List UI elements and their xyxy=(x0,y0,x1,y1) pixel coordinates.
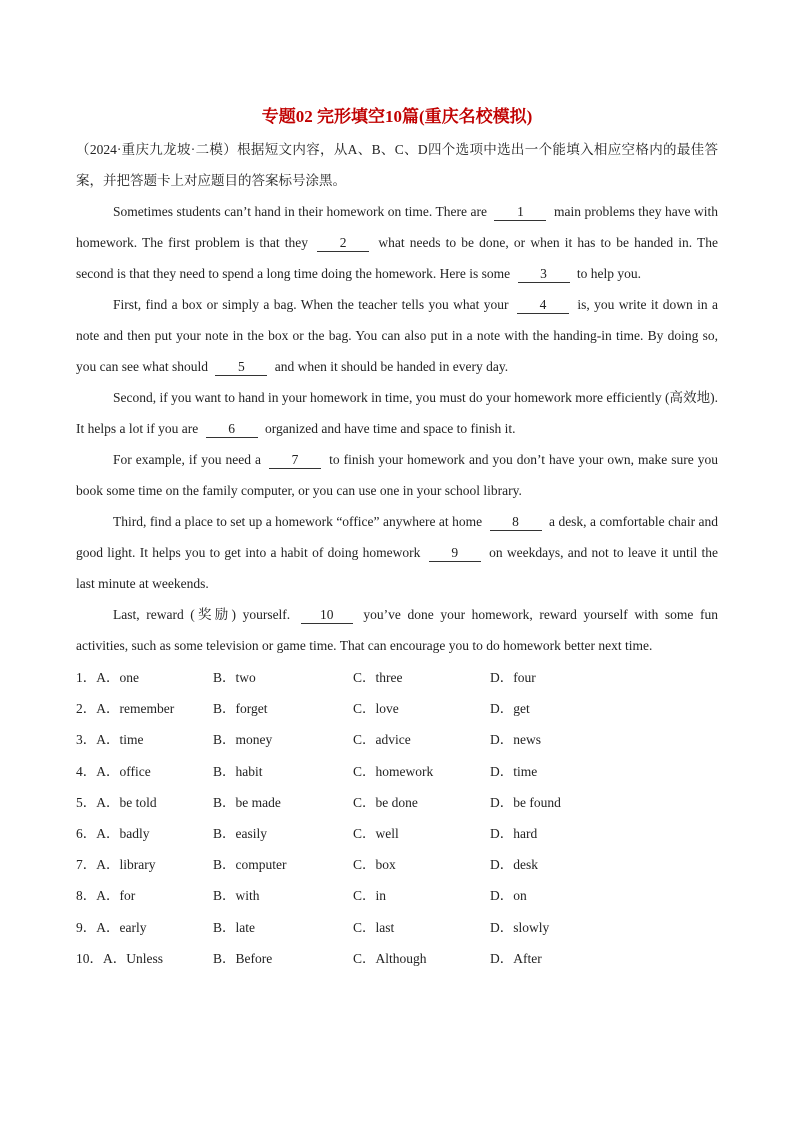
blank-6: 6 xyxy=(206,421,258,438)
option-a: 4．A．office xyxy=(76,763,151,779)
passage-text: is, you write it down in a note and then put your note in the box or the bag. You can also put in a note with the handing-in time. By doing so, you can see what should xyxy=(76,297,718,374)
blank-2: 2 xyxy=(317,235,369,252)
passage-paragraph-6 xyxy=(76,599,718,661)
passage-text: to help you. xyxy=(576,266,642,281)
passage-paragraph-4 xyxy=(76,444,718,506)
option-d: D．be found xyxy=(490,794,561,810)
option-c: C．love xyxy=(353,701,399,717)
passage-text: on weekdays, and not to leave it until the last minute at weekends. xyxy=(76,545,719,591)
passage-text: Second, if you want to hand in your homework in time, you must do your homework more efficiently (高效地). It helps a lot if you are xyxy=(76,390,718,436)
option-d: D．slowly xyxy=(490,919,550,935)
document-page xyxy=(76,104,718,974)
option-a: 9．A．early xyxy=(76,919,147,935)
passage-paragraph-2 xyxy=(76,289,718,382)
option-a: 5．A．be told xyxy=(76,794,157,810)
instructions: （2024·重庆九龙坡·二模）根据短文内容，从A、B、C、D四个选项中选出一个能填入相应空格内的最佳答案，并把答题卡上对应题目的答案标号涂黑。 xyxy=(76,142,718,188)
option-b: B．two xyxy=(213,670,256,685)
option-d: D．hard xyxy=(490,825,538,841)
blank-4: 4 xyxy=(517,297,569,314)
blank-9: 9 xyxy=(429,545,481,562)
option-b: B．habit xyxy=(213,763,263,779)
passage-text: to finish your homework and you don’t have your own, make sure you book some time on the family computer, or you can use one in your school library. xyxy=(76,452,719,498)
question-row-2 xyxy=(76,693,718,724)
option-a: 7．A．library xyxy=(76,857,156,873)
option-a: 6．A．badly xyxy=(76,825,150,841)
option-d: D．After xyxy=(490,950,542,966)
passage-text: organized and have time and space to finish it. xyxy=(264,421,516,436)
option-b: B．computer xyxy=(213,857,287,873)
blank-5: 5 xyxy=(215,359,267,376)
question-row-10 xyxy=(76,943,718,974)
passage-text: Sometimes students can’t hand in their homework on time. There are xyxy=(113,204,487,219)
passage-text: and when it should be handed in every day. xyxy=(274,359,509,374)
passage-text: Last, reward (奖励) yourself. xyxy=(113,607,291,622)
option-c: C．last xyxy=(353,919,395,935)
option-c: C．box xyxy=(353,857,396,873)
passage-paragraph-1 xyxy=(76,196,718,289)
option-b: B．Before xyxy=(213,950,273,966)
question-row-9 xyxy=(76,912,718,943)
passage-text: For example, if you need a xyxy=(113,452,261,467)
passage-text: main problems they have with homework. The first problem is that they xyxy=(76,204,718,250)
question-row-5 xyxy=(76,787,718,818)
passage-text: First, find a box or simply a bag. When the teacher tells you what your xyxy=(113,297,509,312)
option-c: C．Although xyxy=(353,950,427,966)
answer-options xyxy=(76,662,718,974)
question-row-3 xyxy=(76,724,718,755)
blank-10: 10 xyxy=(301,607,353,624)
option-b: B．easily xyxy=(213,825,267,841)
page-title: 专题02 完形填空10篇(重庆名校模拟) xyxy=(261,107,533,126)
question-row-4 xyxy=(76,756,718,787)
option-a: 3．A．time xyxy=(76,732,144,748)
option-b: B．late xyxy=(213,919,255,935)
option-c: C．advice xyxy=(353,732,411,748)
option-a: 8．A．for xyxy=(76,888,136,904)
option-a: 10．A．Unless xyxy=(76,950,163,966)
passage-paragraph-5 xyxy=(76,506,718,599)
option-b: B．money xyxy=(213,732,273,748)
blank-3: 3 xyxy=(518,266,570,283)
option-c: C．in xyxy=(353,888,387,904)
passage-text: Third, find a place to set up a homework “office” anywhere at home xyxy=(113,514,483,529)
option-c: C．well xyxy=(353,825,399,841)
option-a: 2．A．remember xyxy=(76,701,175,717)
option-d: D．four xyxy=(490,670,536,685)
passage-text: a desk, a comfortable chair and good light. It helps you to get into a habit of doing homework xyxy=(76,514,719,560)
question-row-8 xyxy=(76,880,718,911)
option-b: B．forget xyxy=(213,701,268,717)
option-d: D．news xyxy=(490,732,541,748)
option-b: B．with xyxy=(213,888,260,904)
question-row-7 xyxy=(76,849,718,880)
option-a: 1．A．one xyxy=(76,670,139,685)
option-b: B．be made xyxy=(213,794,281,810)
blank-1: 1 xyxy=(494,204,546,221)
option-d: D．on xyxy=(490,888,527,904)
blank-7: 7 xyxy=(269,452,321,469)
option-c: C．three xyxy=(353,670,403,685)
passage-paragraph-3 xyxy=(76,382,718,444)
passage-text: what needs to be done, or when it has to be handed in. The second is that they need to spend a long time doing the homework. Here is some xyxy=(76,235,719,281)
option-d: D．desk xyxy=(490,857,538,873)
question-row-1 xyxy=(76,662,718,693)
passage-text: you’ve done your homework, reward yourself with some fun activities, such as some television or game time. That can encourage you to do homework better next time. xyxy=(76,607,719,653)
option-d: D．time xyxy=(490,763,538,779)
blank-8: 8 xyxy=(490,514,542,531)
option-c: C．homework xyxy=(353,763,434,779)
question-row-6 xyxy=(76,818,718,849)
option-d: D．get xyxy=(490,701,530,717)
option-c: C．be done xyxy=(353,794,418,810)
